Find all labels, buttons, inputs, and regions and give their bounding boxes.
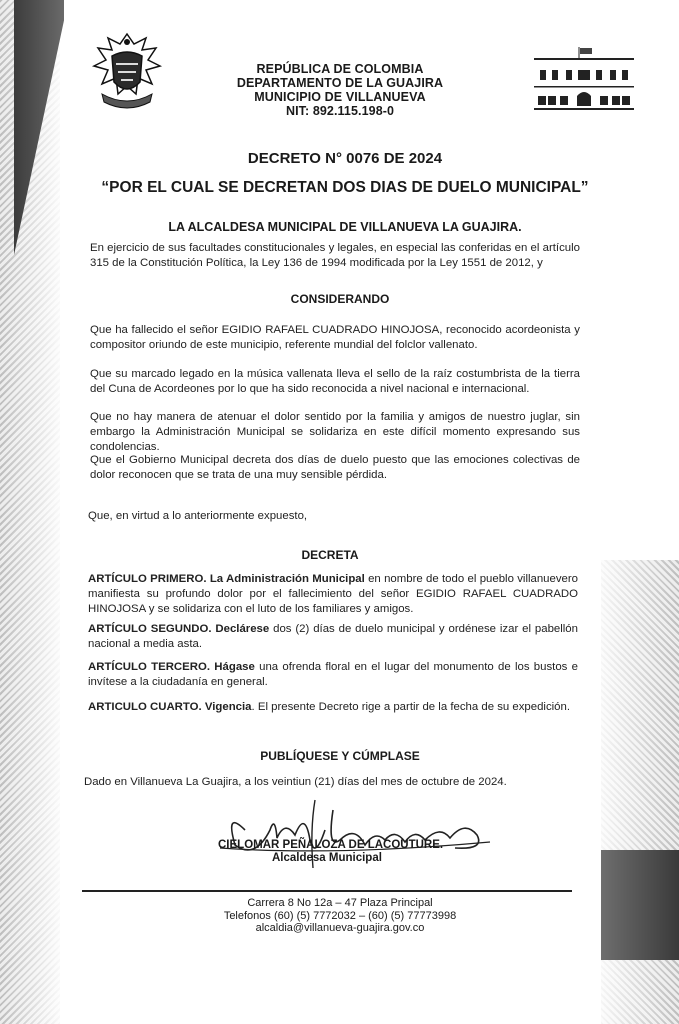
article-3-text: una ofrenda floral en el lugar del monumento de los bustos e invítese a la ciudadanía en general. xyxy=(88,661,578,688)
decree-number-line xyxy=(180,150,510,167)
article-2-label: ARTÍCULO SEGUNDO. xyxy=(88,623,212,635)
decreta-heading: DECRETA xyxy=(301,548,359,562)
article-1 xyxy=(88,572,578,617)
article-2-text: dos (2) días de duelo municipal y ordénese izar el pabellón nacional a media asta. xyxy=(88,623,578,650)
article-4-lead: Vigencia xyxy=(204,701,252,713)
article-2 xyxy=(88,622,578,652)
considerando-heading: CONSIDERANDO xyxy=(290,292,390,306)
considerando-1: Que ha fallecido el señor EGIDIO RAFAEL CUADRADO HINOJOSA, reconocido acordeonista y compositor oriundo de este municipio, referente mundial del folclor vallenato. xyxy=(90,324,580,351)
considerando-2: Que su marcado legado en la música vallenata lleva el sello de la raíz costumbrista de la tierra del Cuna de Acordeones por lo que ha sido reconocida a nivel nacional e internacional. xyxy=(90,368,580,395)
decree-title: “POR EL CUAL SE DECRETAN DOS DIAS DE DUELO MUNICIPAL” xyxy=(101,179,589,196)
intro-paragraph: En ejercicio de sus facultades constitucionales y legales, en especial las conferidas en el artículo 315 de la Constitución Política, la Ley 136 de 1994 modificada por la Ley 1551 de 2012, y xyxy=(90,242,580,269)
article-1-lead: La Administración Municipal xyxy=(209,573,365,585)
footer-address: Carrera 8 No 12a – 47 Plaza Principal xyxy=(247,897,433,909)
article-4-text: . El presente Decreto rige a partir de la fecha de su expedición. xyxy=(251,701,571,713)
coat-of-arms-logo xyxy=(88,30,166,114)
town-hall-building-logo xyxy=(534,46,634,116)
article-2-lead: Declárese xyxy=(215,623,270,635)
decree-label: DECRETO N° xyxy=(247,150,342,167)
header-block xyxy=(200,62,480,118)
header-municipality: MUNICIPIO DE VILLANUEVA xyxy=(254,90,426,104)
header-country: REPÚBLICA DE COLOMBIA xyxy=(256,62,424,76)
article-4-label: ARTICULO CUARTO. xyxy=(88,701,202,713)
header-department: DEPARTAMENTO DE LA GUAJIRA xyxy=(236,76,444,90)
footer-block xyxy=(140,897,540,935)
article-3-lead: Hágase xyxy=(214,661,255,673)
article-1-label: ARTÍCULO PRIMERO. xyxy=(88,573,207,585)
signatory-name: CIELOMAR PEÑALOZA DE LACOUTURE. xyxy=(218,839,444,851)
considerando-4: Que el Gobierno Municipal decreta dos días de duelo puesto que las emociones colectivas de dolor reconocen que se trata de una muy sensible pérdida. xyxy=(90,454,580,481)
article-1-text: en nombre de todo el pueblo villanuevero manifiesta su profundo dolor por el fallecimiento del señor EGIDIO RAFAEL CUADRADO HINOJOSA y se solidariza con el luto de los familiares y amigos. xyxy=(88,573,579,615)
considerando-3: Que no hay manera de atenuar el dolor sentido por la familia y amigos de nuestro juglar, sin embargo la Administración Municipal se solidariza en este difícil momento expresando sus condolencias. xyxy=(90,411,580,453)
article-3-label: ARTÍCULO TERCERO. xyxy=(88,661,210,673)
decree-issuer: LA ALCALDESA MUNICIPAL DE VILLANUEVA LA GUAJIRA. xyxy=(168,220,522,234)
virtud-paragraph: Que, en virtud a lo anteriormente expuesto, xyxy=(88,510,308,522)
dado-paragraph: Dado en Villanueva La Guajira, a los veintiun (21) días del mes de octubre de 2024. xyxy=(84,776,507,788)
decree-number: 0076 xyxy=(346,150,380,167)
decree-year: DE 2024 xyxy=(383,150,443,167)
article-3 xyxy=(88,660,578,690)
footer-phones: Telefonos (60) (5) 7772032 – (60) (5) 77773998 xyxy=(223,909,457,922)
publiquese-heading: PUBLÍQUESE Y CÚMPLASE xyxy=(260,749,420,763)
signatory-role: Alcaldesa Municipal xyxy=(272,852,382,864)
header-nit: NIT: 892.115.198-0 xyxy=(285,104,395,118)
footer-email: alcaldia@villanueva-guajira.gov.co xyxy=(255,922,425,934)
footer-divider xyxy=(82,890,572,892)
article-4 xyxy=(88,700,578,715)
